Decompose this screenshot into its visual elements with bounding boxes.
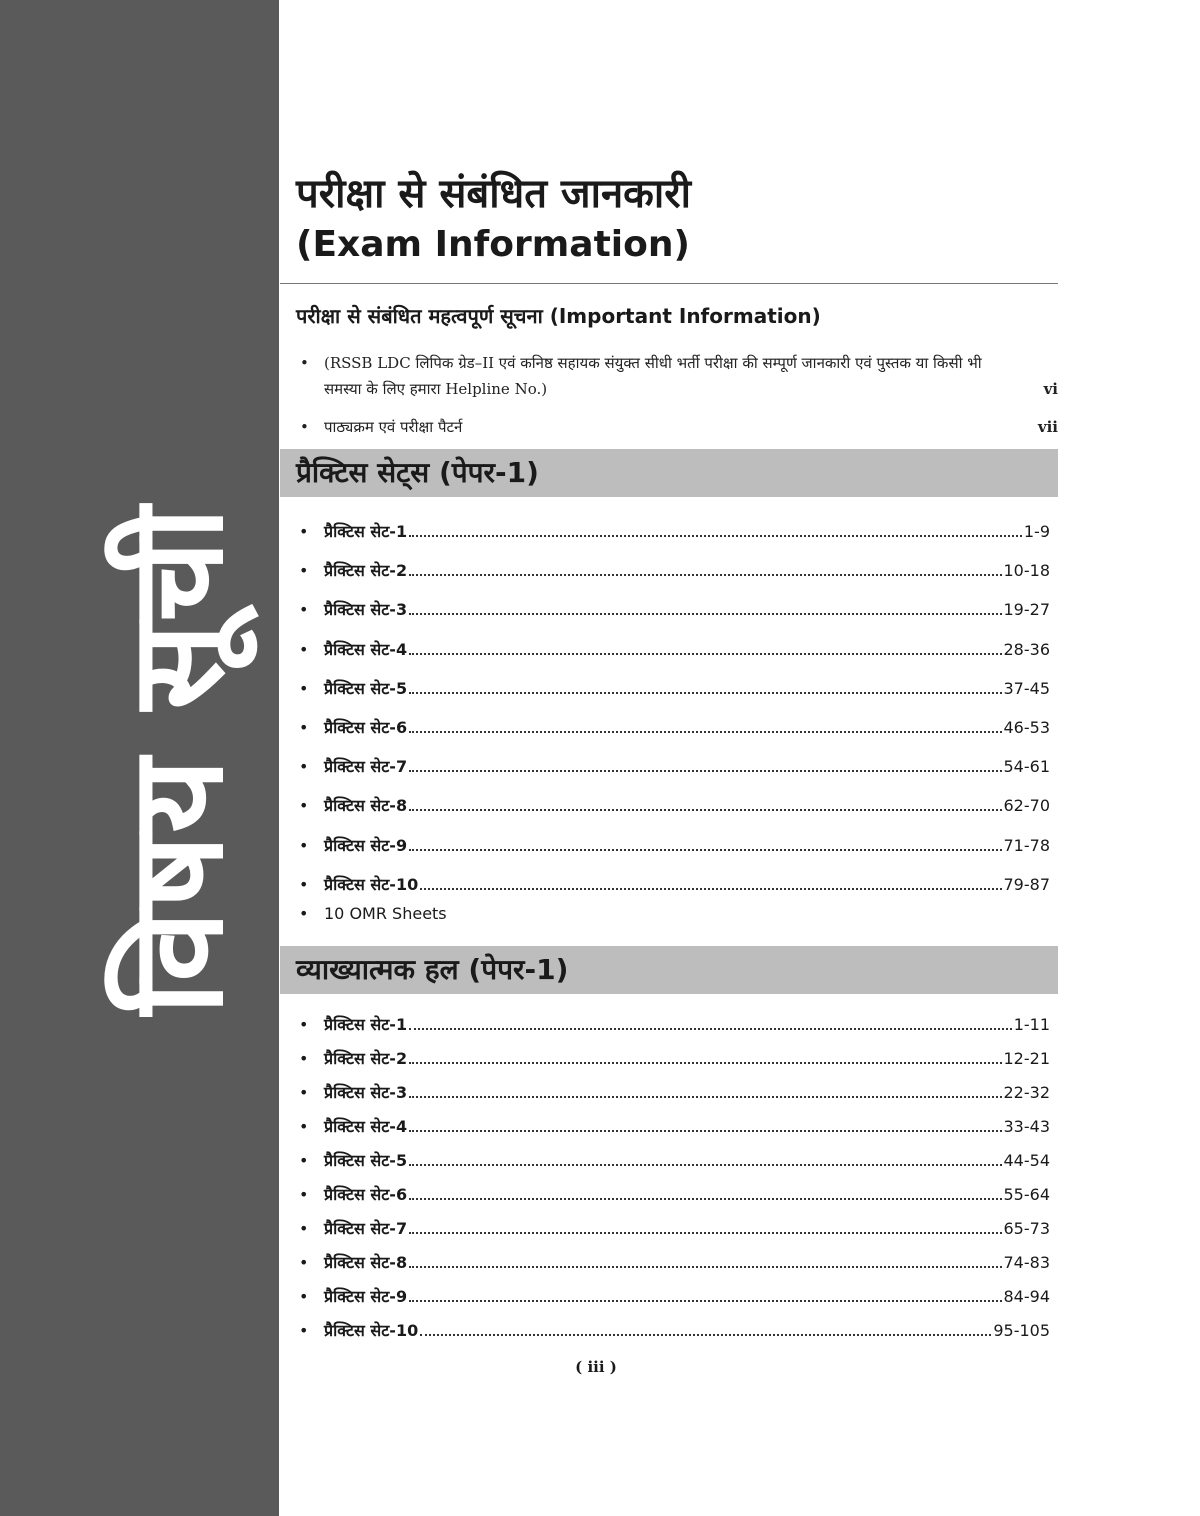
toc-entry[interactable]	[296, 1147, 1050, 1175]
bullet: •	[299, 1219, 309, 1238]
toc-entry-pages: 37-45	[1003, 678, 1050, 698]
toc-entry-label: प्रैक्टिस सेट-6	[324, 718, 408, 737]
toc-entry[interactable]	[296, 557, 1050, 585]
toc-entry[interactable]	[296, 1317, 1050, 1345]
toc-entry[interactable]	[296, 518, 1050, 546]
toc-entry[interactable]	[296, 1181, 1050, 1209]
toc-entry[interactable]	[296, 1215, 1050, 1243]
bullet: •	[299, 1117, 309, 1136]
bullet: •	[299, 1185, 309, 1204]
toc-entry[interactable]	[296, 1249, 1050, 1277]
bullet: •	[300, 354, 309, 372]
dot-leader	[409, 692, 1001, 694]
toc-entry-pages: 19-27	[1003, 600, 1050, 620]
dot-leader	[409, 809, 1001, 811]
section-solutions	[280, 946, 1058, 994]
bullet: •	[299, 1049, 309, 1068]
toc-entry[interactable]	[296, 1045, 1050, 1073]
side-band	[0, 0, 279, 1516]
dot-leader	[409, 653, 1001, 655]
bullet: •	[299, 600, 309, 620]
toc-entry-label: प्रैक्टिस सेट-2	[324, 561, 408, 581]
dot-leader	[409, 1130, 1001, 1132]
toc-entry-pages: 10-18	[1003, 561, 1050, 581]
section-practice-sets	[280, 449, 1058, 497]
toc-entry-label: प्रैक्टिस सेट-9	[324, 1287, 408, 1306]
dot-leader	[409, 1266, 1001, 1268]
toc-entry-pages: 44-54	[1003, 1151, 1050, 1170]
bullet: •	[299, 1253, 309, 1272]
toc-entry-label: प्रैक्टिस सेट-5	[324, 1151, 408, 1170]
dot-leader	[420, 888, 1001, 890]
toc-entry[interactable]	[296, 792, 1050, 820]
toc-entry-label: प्रैक्टिस सेट-7	[324, 1219, 408, 1238]
toc-entry[interactable]	[296, 1079, 1050, 1107]
toc-entry-label: प्रैक्टिस सेट-1	[324, 522, 408, 541]
section-heading: प्रैक्टिस सेट्स (पेपर-1)	[296, 456, 539, 489]
side-title: विषय सूची	[103, 504, 252, 1016]
bullet: •	[299, 678, 309, 698]
bullet: •	[299, 522, 309, 541]
toc-entry-label: प्रैक्टिस सेट-10	[324, 1321, 419, 1340]
info-item-syllabus[interactable]	[296, 414, 1058, 442]
toc-entry[interactable]	[296, 871, 1050, 899]
bullet: •	[299, 796, 309, 816]
bullet: •	[299, 874, 309, 894]
toc-entry[interactable]	[296, 753, 1050, 781]
omr-sheets-item	[296, 900, 447, 928]
toc-entry-pages: 1-9	[1023, 522, 1050, 541]
toc-entry[interactable]	[296, 1113, 1050, 1141]
dot-leader	[420, 1334, 991, 1336]
toc-entry-pages: 1-11	[1013, 1015, 1050, 1034]
page-title: परीक्षा से संबंधित जानकारी	[296, 171, 691, 217]
toc-entry[interactable]	[296, 636, 1050, 664]
bullet: •	[299, 904, 309, 923]
toc-entry[interactable]	[296, 1011, 1050, 1039]
dot-leader	[409, 1062, 1001, 1064]
important-info-heading: परीक्षा से संबंधित महत्वपूर्ण सूचना (Important Information)	[296, 304, 821, 328]
toc-entry-label: प्रैक्टिस सेट-6	[324, 1185, 408, 1204]
toc-entry-pages: 28-36	[1003, 639, 1050, 659]
bullet: •	[299, 1015, 309, 1034]
bullet: •	[299, 1321, 309, 1340]
dot-leader	[409, 1096, 1001, 1098]
dot-leader	[409, 1028, 1012, 1030]
toc-entry-pages: 22-32	[1003, 1083, 1050, 1102]
info-item-text: (RSSB LDC लिपिक ग्रेड–II एवं कनिष्ठ सहायक संयुक्त सीधी भर्ती परीक्षा की सम्पूर्ण जानकारी एवं पुस्तक या किसी भी समस्या के लिए हमारा Helpline No.)	[324, 354, 982, 398]
toc-entry-label: प्रैक्टिस सेट-3	[324, 1083, 408, 1102]
toc-entry-pages: 95-105	[993, 1321, 1050, 1340]
toc-entry-pages: 55-64	[1003, 1185, 1050, 1204]
info-item-text: पाठ्यक्रम एवं परीक्षा पैटर्न	[324, 418, 463, 436]
toc-entry-pages: 84-94	[1003, 1287, 1050, 1306]
info-item-helpline[interactable]	[296, 350, 1058, 406]
toc-entry[interactable]	[296, 832, 1050, 860]
toc-entry[interactable]	[296, 675, 1050, 703]
dot-leader	[409, 1300, 1001, 1302]
toc-entry-label: प्रैक्टिस सेट-7	[324, 757, 408, 777]
toc-entry[interactable]	[296, 596, 1050, 624]
toc-entry-label: प्रैक्टिस सेट-1	[324, 1015, 408, 1034]
bullet: •	[299, 639, 309, 659]
toc-entry-label: प्रैक्टिस सेट-4	[324, 639, 408, 659]
toc-entry-pages: 74-83	[1003, 1253, 1050, 1272]
toc-entry-pages: 65-73	[1003, 1219, 1050, 1238]
page-number: ( iii )	[575, 1358, 617, 1376]
dot-leader	[409, 770, 1001, 772]
toc-entry-label: प्रैक्टिस सेट-3	[324, 600, 408, 620]
toc-entry-label: प्रैक्टिस सेट-4	[324, 1117, 408, 1136]
dot-leader	[409, 1164, 1001, 1166]
toc-entry-pages: 79-87	[1003, 874, 1050, 894]
info-item-page: vi	[1043, 380, 1058, 398]
toc-entry-label: प्रैक्टिस सेट-9	[324, 835, 408, 855]
title-divider	[280, 283, 1058, 284]
page-subtitle: (Exam Information)	[296, 224, 690, 265]
toc-entry-label: प्रैक्टिस सेट-10	[324, 874, 419, 894]
toc-entry[interactable]	[296, 714, 1050, 742]
dot-leader	[409, 1198, 1001, 1200]
bullet: •	[299, 1151, 309, 1170]
toc-entry[interactable]	[296, 1283, 1050, 1311]
bullet: •	[299, 757, 309, 777]
omr-sheets-label: 10 OMR Sheets	[324, 904, 447, 923]
toc-entry-label: प्रैक्टिस सेट-8	[324, 1253, 408, 1272]
section-heading: व्याख्यात्मक हल (पेपर-1)	[296, 953, 569, 986]
bullet: •	[299, 1083, 309, 1102]
toc-entry-label: प्रैक्टिस सेट-8	[324, 796, 408, 816]
dot-leader	[409, 613, 1001, 615]
toc-entry-pages: 12-21	[1003, 1049, 1050, 1068]
toc-entry-pages: 46-53	[1003, 718, 1050, 737]
dot-leader	[409, 849, 1001, 851]
toc-entry-pages: 71-78	[1003, 835, 1050, 855]
bullet: •	[299, 561, 309, 581]
toc-entry-pages: 54-61	[1003, 757, 1050, 777]
toc-entry-pages: 62-70	[1003, 796, 1050, 816]
bullet: •	[299, 835, 309, 855]
bullet: •	[299, 1287, 309, 1306]
dot-leader	[409, 1232, 1001, 1234]
bullet: •	[300, 418, 309, 436]
toc-entry-label: प्रैक्टिस सेट-5	[324, 678, 408, 698]
dot-leader	[409, 731, 1001, 733]
content-area	[296, 0, 1058, 1516]
toc-entry-pages: 33-43	[1003, 1117, 1050, 1136]
bullet: •	[299, 718, 309, 737]
dot-leader	[409, 574, 1001, 576]
info-item-page: vii	[1037, 418, 1058, 436]
dot-leader	[409, 535, 1022, 537]
toc-entry-label: प्रैक्टिस सेट-2	[324, 1049, 408, 1068]
